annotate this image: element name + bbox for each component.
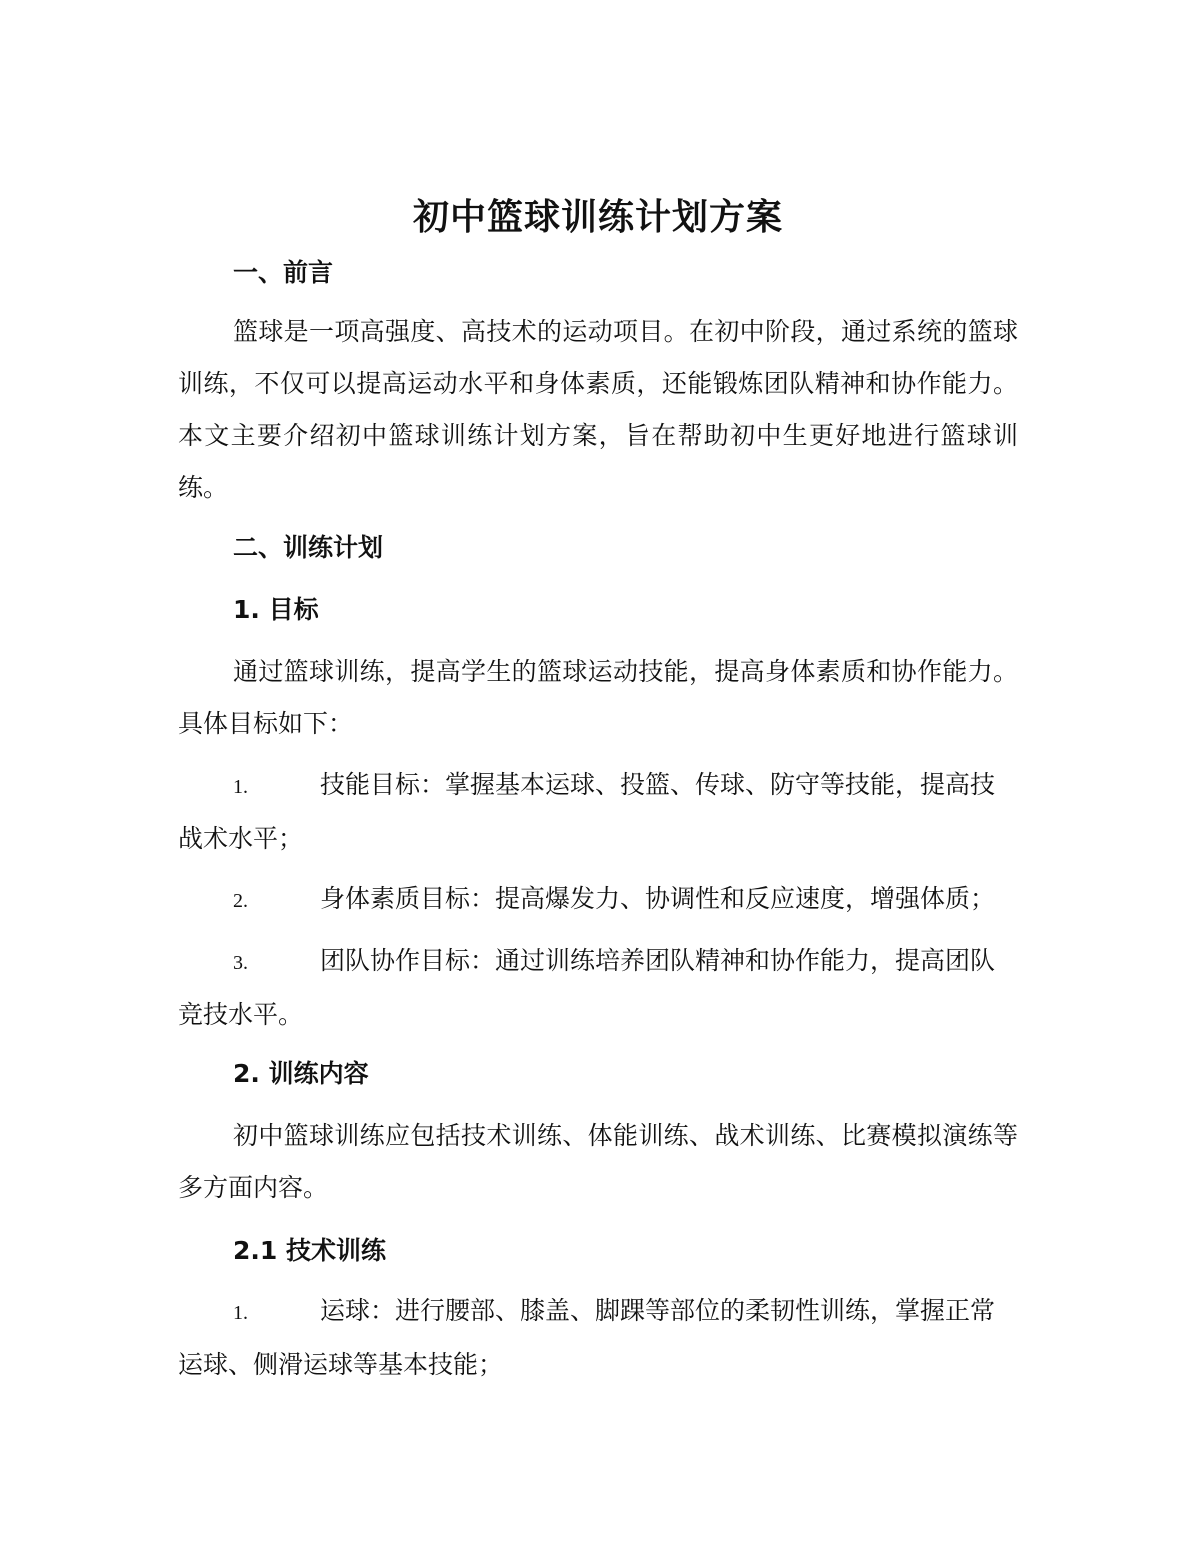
goal-item-1-number: 1. [233, 776, 248, 798]
subsection-heading-goals: 1. 目标 [233, 595, 319, 624]
goal-item-2-number: 2. [233, 890, 248, 912]
technical-item-1-number: 1. [233, 1302, 248, 1324]
subsection-heading-technical-training: 2.1 技术训练 [233, 1236, 386, 1265]
technical-item-1 [178, 1285, 1018, 1391]
goals-paragraph: 通过篮球训练，提高学生的篮球运动技能，提高身体素质和协作能力。具体目标如下： [178, 657, 1018, 738]
goal-item-3-number: 3. [233, 952, 248, 974]
document-title: 初中篮球训练计划方案 [412, 197, 783, 238]
technical-item-1-text: 运球：进行腰部、膝盖、脚踝等部位的柔韧性训练，掌握正常运球、侧滑运球等基本技能； [178, 1296, 996, 1379]
goal-item-3-text: 团队协作目标：通过训练培养团队精神和协作能力，提高团队竞技水平。 [178, 946, 996, 1029]
goal-item-3 [178, 935, 1018, 1041]
preface-paragraph: 篮球是一项高强度、高技术的运动项目。在初中阶段，通过系统的篮球训练，不仅可以提高运动水平和身体素质，还能锻炼团队精神和协作能力。本文主要介绍初中篮球训练计划方案，旨在帮助初中生更好地进行篮球训练。 [178, 317, 1018, 502]
section-heading-training-plan: 二、训练计划 [233, 533, 384, 562]
training-content-paragraph: 初中篮球训练应包括技术训练、体能训练、战术训练、比赛模拟演练等多方面内容。 [178, 1121, 1018, 1202]
section-heading-preface: 一、前言 [233, 258, 334, 287]
goal-item-2-text: 身体素质目标：提高爆发力、协调性和反应速度，增强体质； [320, 884, 996, 913]
goal-item-1 [178, 759, 1018, 865]
goal-item-2 [178, 873, 1018, 927]
subsection-heading-training-content: 2. 训练内容 [233, 1059, 369, 1088]
goal-item-1-text: 技能目标：掌握基本运球、投篮、传球、防守等技能，提高技战术水平； [178, 770, 996, 853]
